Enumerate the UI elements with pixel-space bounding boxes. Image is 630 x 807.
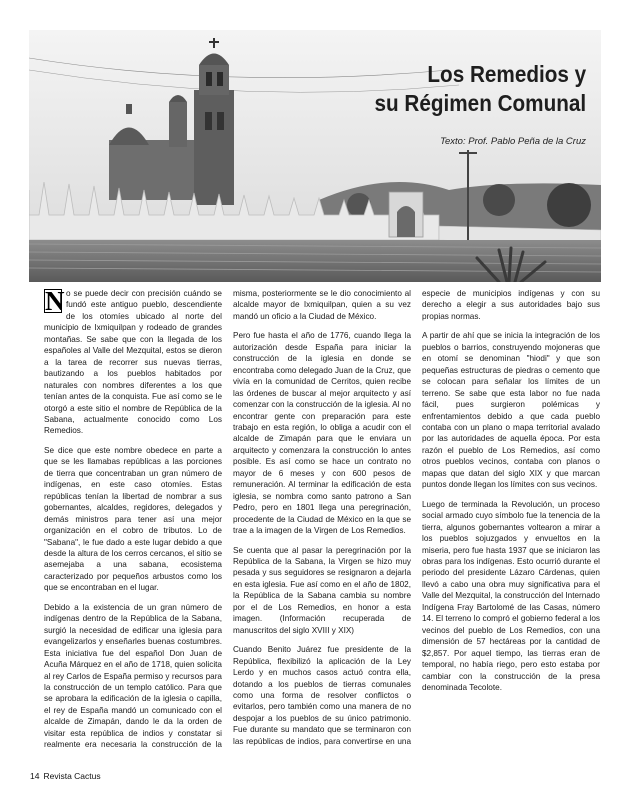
paragraph-8: Luego de terminada la Revolución, un proceso social armado cuyo símbolo fue la tenencia de la tierra, algunos gobernantes voltearon a mirar a los pueblos sojuzgados y envueltos en la miseria, pero fue hasta 1937 que se iniciaron las obras para los indígenas. Esto ocurrió durante el periodo del presidente Lázaro Cárdenas, quien llevó a cabo una obra muy significativa para el Valle del Mezquital, la construcción del Internado Indígena Fray Bartolomé de las Casas, número 14. El terreno lo compró el gobierno federal a los vecinos del pueblo de Los Remedios, con una dimensión de 57 hectáreas por la cantidad de $2,857. Por aquel tiempo, las tierras eran de temporal, no había riego, pero esto estaba por cambiar con la construcción de la presa denominada Tecolote. (422, 499, 600, 692)
paragraph-5: Se cuenta que al pasar la peregrinación por la República de la Sabana, la Virgen se hizo muy pesada y sus seguidores se resignaron a dejarla en esta iglesia. Fue así como en el año de 1802, la República de la Sabana cambia su nombre por el de Los Remedios, en honor a esta imagen. (Información recuperada de manuscritos del siglo XVIII y XIX) (233, 545, 411, 635)
byline: Texto: Prof. Pablo Peña de la Cruz (440, 136, 586, 147)
magazine-name: Revista Cactus (43, 771, 101, 781)
page-number: 14 (30, 771, 40, 781)
title-line-2: su Régimen Comunal (374, 90, 586, 116)
drop-cap: N (45, 286, 65, 316)
paragraph-2: Se dice que este nombre obedece en parte a que se les llamabas repúblicas a las porciones de tierra que concentraban un gran número de indígenas, en este caso otomíes. Estas repúblicas tenían la libertad de nombrar a sus gobernantes, alcaldes, regidores, delegados y demás ministros para tener así una mejor organización en el cobro de tributos. Lo de "Sabana", le fue dado a este lugar debido a que desde la altura de los cerros cercanos, el sitio se asemejaba a una sabana, ecosistema caracterizado por pequeños arbustos como los que se encontraban en el lugar. (44, 445, 222, 593)
page-footer (30, 771, 101, 781)
paragraph-6: Cuando Benito Juárez fue presidente de la República, flexibilizó la aplicación de la Ley Lerdo y en muchos casos actuó contra ella, dotando a los pueblos de tierras comunales como una forma de resolver conflictos o evitarlos, pero también como una manera de no despojar a los pueblos de su único patrimonio. Fue durante su mandato que se terminaron con las repúblicas de indios, para convertirse en una especie de municipios indígenas y con su derecho a elegir a sus autoridades bajo sus propias normas. (233, 289, 600, 746)
paragraph-7: A partir de ahí que se inicia la integración de los pueblos o barrios, construyendo mojoneras que en otomí se denominan "hiodi" y que son pequeñas estructuras de piedras o cemento que se colocan para señalar los límites de un terreno. Se sabe que esta labor no fue nada fácil, pues surgieron polémicas y enfrentamientos debido a que cada pueblo contaba con un plano o mapa territorial avalado por las autoridades de aquella época. Por esta razón el pueblo de Los Remedios, así como otros pueblos vecinos, contaba con planos o mapas que datan del siglo XIX y que marcan puntos donde llegan los límites con sus vecinos. (422, 331, 600, 490)
paragraph-4: Pero fue hasta el año de 1776, cuando llega la autorización desde España para iniciar la construcción de la iglesia en donde se encontraba como delegado Juan de la Cruz, que vivía en la comunidad de Cerritos, quien recibe las órdenes de buscar al mejor arquitecto y así comenzar con la construcción de la iglesia. Al no encontrar gente con preparación para este trabajo en esta región, lo obliga a acudir con el alcalde de Zimapán para que le enviara un arquitecto y comenzara la construcción lo antes posible. Es así como se hace un contrato no mayor de 6 meses y con 600 pesos de remuneración. Al terminar la edificación de esta iglesia, se nombra como santo patrono a San Pedro, pero en 1801 llega una peregrinación, procedente de la Ciudad de México en la que se trae a la imagen de la Virgen de Los Remedios. (233, 331, 411, 536)
paragraph-3: Debido a la existencia de un gran número de indígenas dentro de la República de la Sabana, surgió la necesidad de edificar una iglesia para evangelizarlos y enseñarles buenas costumbres. Esta iniciativa fue del español Don Juan de Acuña Márquez en el año de 1718, quien solicita al rey Carlos de España permiso y recursos para la construcción de un templo católico. Para que se aprobara la edificación de la iglesia o capilla, el rey de España mandó un comunicado con el alcalde de Zimapán, dando le da la orden de visitar esta república de indios y constatar si realmente era necesaria la construcción de la misma, posteriormente se le dio conocimiento al alcalde mayor de Ixmiquilpan, quien a su vez mandó un oficio a la Ciudad de México. (44, 289, 411, 750)
title-line-1: Los Remedios y (427, 61, 586, 87)
paragraph-1-text: o se puede decir con precisión cuándo se fundó este antiguo pueblo, descendiente de los otomíes ubicado al norte del municipio de Ixmiquilpan y rodeado de grandes montañas. Se sabe que con la llegada de los españoles al Valle del Mezquital, estos se dieron a la tarea de recorrer sus nuevas tierras, bautizando a los pueblos habitados por naturales con nombres diferentes a los que tenían antes de la conquista. Fue así como se le otorgó a este sitio el nombre de República de la Sabana, actualmente conocido como Los Remedios. (44, 289, 222, 436)
paragraph-1 (44, 288, 222, 437)
article-title (374, 60, 586, 118)
article-body (44, 288, 600, 758)
